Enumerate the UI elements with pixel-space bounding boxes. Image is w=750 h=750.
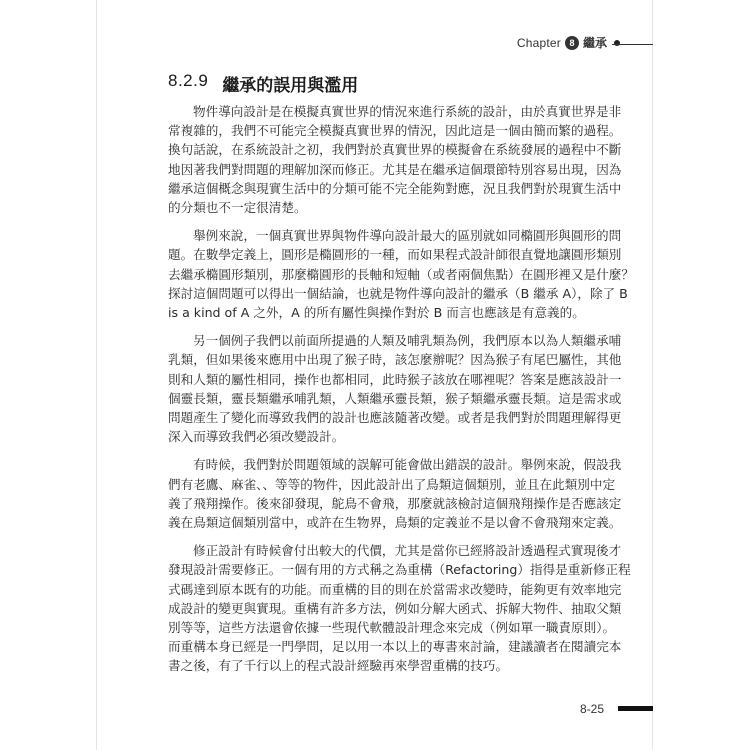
text-line: 地因著我們對問題的理解加深而修正。尤其是在繼承這個環節特別容易出現，因為: [168, 161, 622, 177]
text-line: 書之後，有了千行以上的程式設計經驗再來學習重構的技巧。: [168, 658, 509, 674]
page-number: 8-25: [580, 702, 605, 716]
text-line: 另一個例子我們以前面所提過的人類及哺乳類為例，我們原本以為人類繼承哺: [193, 333, 622, 349]
paragraph-2: [168, 226, 634, 322]
paragraph-5: [168, 541, 631, 675]
paragraph-4: [168, 455, 622, 532]
text-line: 去繼承橢圓形類別，那麼橢圓形的長軸和短軸（或者兩個焦點）在圓形裡又是什麼？: [168, 266, 634, 282]
text-line: 探討這個問題可以得出一個結論，也就是物件導向設計的繼承（B 繼承 A），除了 B: [168, 285, 628, 301]
text-line: 舉例來說，一個真實世界與物件導向設計最大的區別就如同橢圓形與圓形的問: [193, 228, 622, 244]
text-line: 問題產生了變化而導致我們的設計也應該隨著改變。或者是我們對於問題理解得更: [168, 410, 622, 426]
text-line: 換句話說，在系統設計之初，我們對於真實世界的模擬會在系統發展的過程中不斷: [168, 142, 622, 158]
text-line: 而重構本身已經是一門學問，足以用一本以上的專書來討論，建議讀者在閱讀完本: [168, 639, 622, 655]
text-line: 修正設計有時候會付出較大的代價，尤其是當你已經將設計透過程式實現後才: [193, 543, 622, 559]
text-line: 乳類，但如果後來應用中出現了猴子時，該怎麼辦呢？因為猴子有尾巴屬性，其他: [168, 352, 622, 368]
text-line: 式碼達到原本既有的功能。而重構的目的則在於當需求改變時，能夠更有效率地完: [168, 581, 622, 597]
running-header: [517, 34, 620, 51]
section-number: 8.2.9: [168, 71, 209, 90]
section-heading: [168, 71, 358, 96]
text-line: 題。在數學定義上，圓形是橢圓形的一種，而如果程式設計師很直覺地讓圓形類別: [168, 247, 622, 263]
page-number-bar: [618, 706, 653, 711]
text-line: 繼承這個概念與現實生活中的分類可能不完全能夠對應，況且我們對於現實生活中: [168, 180, 622, 196]
text-line: 成設計的變更與實現。重構有許多方法，例如分解大函式、拆解大物件、抽取父類: [168, 600, 622, 616]
text-line: 的分類也不一定很清楚。: [168, 200, 307, 216]
header-rule: [612, 44, 653, 45]
text-line: 物件導向設計是在模擬真實世界的情況來進行系統的設計，由於真實世界是非: [193, 104, 622, 119]
section-title: 繼承的誤用與濫用: [222, 76, 359, 96]
chapter-label: Chapter: [516, 35, 561, 50]
paragraph-3: [168, 331, 622, 446]
chapter-number-badge: 8: [565, 36, 579, 50]
page-edge-left: [96, 0, 97, 750]
text-line: 們有老鷹、麻雀、、等等的物件，因此設計出了鳥類這個類別，並且在此類別中定: [168, 476, 616, 492]
text-line: 常複雜的，我們不可能完全模擬真實世界的情況，因此這是一個由簡而繁的過程。: [168, 123, 622, 139]
text-line: 發現設計需要修正。一個有用的方式稱之為重構（Refactoring）指得是重新修正程: [168, 562, 631, 578]
chapter-title: 繼承: [582, 36, 607, 50]
text-line: 個靈長類，靈長類繼承哺乳類，人類繼承靈長類，猴子類繼承靈長類。這是需求或: [168, 390, 622, 406]
page-edge-right: [652, 0, 653, 750]
text-line: 義在鳥類這個類別當中，或許在生物界，鳥類的定義並不是以會不會飛翔來定義。: [168, 515, 622, 531]
paragraph-1: [168, 102, 622, 217]
text-line: 義了飛翔操作。後來卻發現，鴕鳥不會飛，那麼就該檢討這個飛翔操作是否應該定: [168, 495, 622, 511]
text-line: 則和人類的屬性相同，操作也都相同，此時猴子該放在哪裡呢？答案是應該設計一: [168, 371, 622, 387]
text-line: 有時候，我們對於問題領域的誤解可能會做出錯誤的設計。舉例來說，假設我: [193, 457, 622, 473]
text-line: 別等等，這些方法還會依據一些現代軟體設計理念來完成（例如單一職責原則）。: [168, 620, 616, 636]
text-line: is a kind of A 之外，A 的所有屬性與操作對於 B 而言也應該是有意義的。: [168, 305, 585, 321]
text-line: 深入而導致我們必須改變設計。: [168, 429, 345, 445]
body-text: [168, 102, 634, 685]
